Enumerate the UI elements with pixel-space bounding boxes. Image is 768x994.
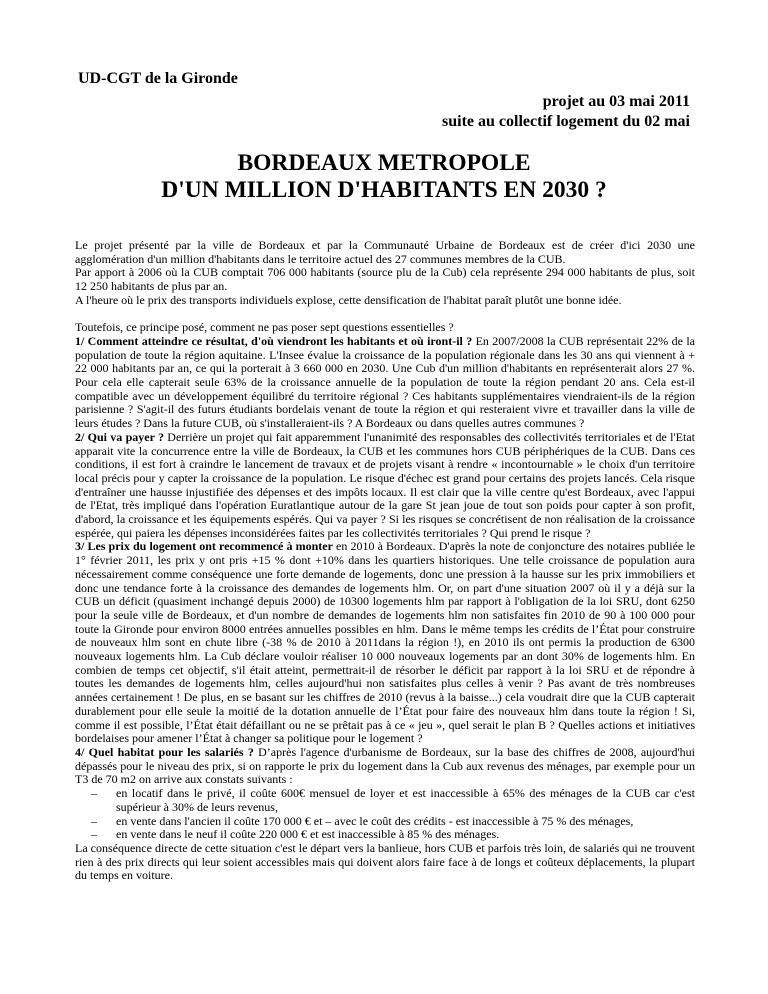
project-context: suite au collectif logement du 02 mai [442, 113, 690, 130]
question-1-heading: 1/ Comment atteindre ce résultat, d'où viendront les habitants et où iront-il ? [75, 333, 473, 348]
intro-paragraph-1: Le projet présenté par la ville de Bordeaux et par la Communauté Urbaine de Bordeaux est de créer d'ici 2030 une agglomération d'un million d'habitants dans le territoire actuel des 27 communes membres de la CUB. [75, 238, 695, 266]
question-3-text: en 2010 à Bordeaux. D'après la note de conjoncture des notaires publiée le 1° février 2011, les prix y ont pris +15 % dont +10% dans les quartiers historiques. Une telle croissance de population aura nécessairement comme conséquence une forte demande de logements, donc une pression à la hausse sur les prix immobiliers et donc une tendance forte à la croissance des demandes de logements hlm. Or, on part d'une situation 2007 où il y a déjà sur la CUB un déficit (quasiment inchangé depuis 2000) de 10300 logements hlm par rapport à l'obligation de la loi SRU, dont 6250 pour la seule ville de Bordeaux, et d'un nombre de demandes de logements hlm non satisfaites fin 2010 de 90 à 100 000 pour toute la Gironde pour environ 8000 entrées annuelles possibles en hlm. Dans le même temps les crédits de l’État pour construire de nouveaux hlm sont en chute libre (-38 % de 2010 à 2011dans la région !), en 2010 ils ont permis la production de 6300 nouveaux logements hlm. La Cub déclare vouloir réaliser 10 000 nouveaux logements par an dont 30% de logements hlm. En combien de temps cet objectif, s'il était atteint, permettrait-il de résorber le déficit par rapport à la loi SRU et de répondre à toutes les demandes de logements hlm, celles aujourd'hui non satisfaites plus celles à venir ? Pas avant de très nombreuses années certainement ! De plus, en se basant sur les chiffres de 2010 (revus à la baisse...) cela voudrait dire que la CUB capterait durablement pour elle seule la moitié de la dotation annuelle de l’État pour faire des nouveaux hlm dans toute la région ! Si, comme il est possible, l’État était défaillant ou ne se prêtait pas à ce « jeu », quel serait le plan B ? Quelles actions et initiatives bordelaises pour amener l’État à changer sa politique pour le logement ? [75, 539, 696, 746]
list-item-text: en vente dans l'ancien il coûte 170 000 € et – avec le coût des crédits - est inaccessible à 75 % des ménages, [116, 813, 634, 828]
intro-paragraph-2: Par apport à 2006 où la CUB comptait 706 000 habitants (source plu de la Cub) cela représente 294 000 habitants de plus, soit 12 250 habitants de plus par an. [75, 265, 695, 294]
document-title [60, 150, 708, 204]
question-1 [75, 335, 695, 431]
question-2-heading: 2/ Qui va payer ? [75, 429, 164, 444]
organization-name: UD-CGT de la Gironde [78, 70, 238, 87]
intro-paragraph-3: A l'heure où le prix des transports individuels explose, cette densification de l'habitat paraît plutôt une bonne idée. [75, 292, 622, 307]
question-4-heading: 4/ Quel habitat pour les salariés ? [75, 745, 254, 759]
question-2 [75, 431, 695, 541]
dash-marker: – [91, 813, 97, 828]
question-4 [75, 746, 695, 787]
question-3 [75, 540, 695, 746]
dash-marker: – [91, 827, 97, 842]
list-item [75, 815, 695, 829]
questions-intro: Toutefois, ce principe posé, comment ne pas poser sept questions essentielles ? [75, 320, 454, 335]
question-2-text: Derrière un projet qui fait apparemment l'unanimité des responsables des collectivités territoriales et de l'Etat apparait vite la concurrence entre la ville de Bordeaux, la CUB et les communes hors CUB périphériques de la CUB. Dans ces conditions, il est fort à craindre le lancement de travaux et de projets visant à rendre « incontournable » le choix d'un territoire local précis pour y capter la croissance de la population. Le risque d'échec est grand pour certains des projets lancés. Cela risque d'entraîner une hausse injustifiée des dépenses et des impôts locaux. Il est clair que la ville centre qu'est Bordeaux, avec l'appui de l'Etat, très impliqué dans l'opération Euratlantique autour de la gare St jean joue de tout son poids pour capter à son profit, d'abord, la croissance et les équipements espérés. Qui va payer ? Si les risques se concrétisent de non réalisation de la croissance espérée, qui paiera les dépenses inconsidérées faites par les collectivités territoriales ? Qui prend le risque ? [75, 429, 695, 540]
project-info [442, 92, 690, 132]
question-3-heading: 3/ Les prix du logement ont recommencé à monter [75, 539, 333, 554]
title-line-2: D'UN MILLION D'HABITANTS EN 2030 ? [161, 177, 607, 203]
project-date: projet au 03 mai 2011 [542, 93, 690, 110]
question-1-text: En 2007/2008 la CUB représentait 22% de la population de toute la région aquitaine. L'Insee évalue la croissance de la population régionale dans les 30 ans qui viennent à + 22 000 habitants par an, ce qui la porterait à 3 660 000 en 2030. Une Cub d'un million d'habitants en représenterait alors 27 %. Pour cela elle capterait seule 63% de la croissance annuelle de la population de toute la région pendant 20 ans. Cela est-il compatible avec un développement équilibré du territoire régional ? Ces habitants supplémentaires viendraient-ils de la région parisienne ? S'agit-il des futurs étudiants bordelais venant de toute la région et qui resteraient vivre et travailler dans la ville de leurs études ? Dans la future CUB, où s'installeraient-ils ? A Bordeaux ou dans quelles autres communes ? [75, 333, 695, 431]
list-item-text: en locatif dans le privé, il coûte 600€ mensuel de loyer et est inaccessible à 65% des ménages de la CUB car c'est supérieur à 30% de leurs revenus, [116, 786, 695, 814]
title-line-1: BORDEAUX METROPOLE [237, 150, 531, 176]
question-4-text: D’après l'agence d'urbanisme de Bordeaux, sur la base des chiffres de 2008, aujourd'hui dépassés pour le niveau des prix, si on rapporte le prix du logement dans la Cub aux revenus des ménages, par exemple pour un T3 de 70 m2 on arrive aux constats suivants : [75, 745, 696, 787]
dash-marker: – [91, 786, 97, 801]
list-item-text: en vente dans le neuf il coûte 220 000 € et est inaccessible à 85 % des ménages. [116, 827, 500, 842]
list-item [75, 787, 695, 814]
list-item [75, 828, 695, 842]
price-list [75, 787, 695, 842]
question-4-conclusion: La conséquence directe de cette situation c'est le départ vers la banlieue, hors CUB et parfois très loin, de salariés qui ne trouvent rien à des prix directs qui leur soient accessibles mais qui doivent alors faire face à de longs et coûteux déplacements, la plupart du temps en voiture. [75, 840, 695, 883]
document-body [75, 239, 695, 883]
